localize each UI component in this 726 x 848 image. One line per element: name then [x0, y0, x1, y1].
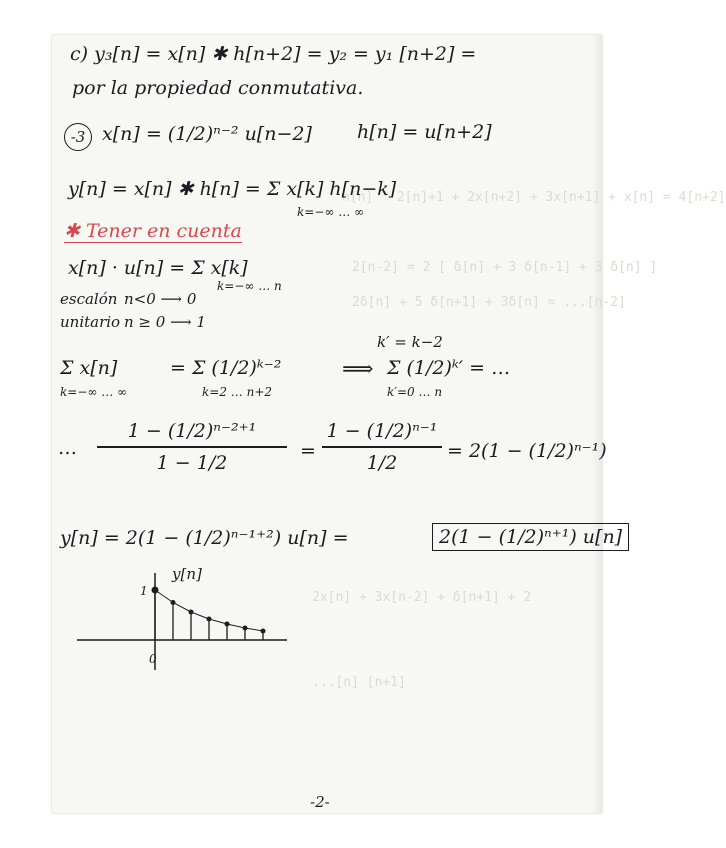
fraction-result: = 2(1 − (1/2)ⁿ⁻¹)	[447, 440, 607, 462]
step-case-negative: n<0 ⟶ 0	[124, 290, 197, 308]
equals-sign: =	[300, 440, 316, 462]
plot-x-tick-label: 0	[149, 652, 157, 666]
index-substitution: k′ = k−2	[377, 333, 443, 351]
escalon-label: escalón	[60, 290, 118, 308]
sum-rhs-limits: k′=0 … n	[387, 385, 443, 399]
fraction-1-denominator: 1 − 1/2	[156, 452, 228, 474]
sequence-plot	[72, 565, 292, 675]
final-result-expression: y[n] = 2(1 − (1/2)ⁿ⁻¹⁺²) u[n] =	[60, 527, 349, 549]
accumulation-identity: x[n] · u[n] = Σ x[k]	[68, 257, 248, 279]
fraction-2-numerator: 1 − (1/2)ⁿ⁻¹	[326, 420, 438, 442]
final-result-boxed: 2(1 − (1/2)ⁿ⁺¹) u[n]	[432, 523, 629, 551]
geometric-fraction-2	[322, 420, 442, 474]
page-number: -2-	[310, 793, 330, 811]
page-edge-shadow	[592, 35, 602, 813]
continuation-ellipsis: …	[58, 437, 77, 459]
plot-stems	[152, 587, 266, 641]
tener-en-cuenta-heading: ✱ Tener en cuenta	[64, 220, 242, 242]
fraction-bar	[97, 446, 287, 448]
step-case-nonnegative: n ≥ 0 ⟶ 1	[124, 313, 206, 331]
bleed-through-text: 2[n-2] = 2 [ δ[n] + 3 δ[n-1] + 3 δ[n] ]	[352, 260, 658, 275]
ex3-h-definition: h[n] = u[n+2]	[357, 121, 492, 143]
fraction-bar	[322, 446, 442, 448]
sum-rhs: Σ (1/2)ᵏ′ = …	[387, 357, 511, 379]
line-c-equation: c) y₃[n] = x[n] ✱ h[n+2] = y₂ = y₁ [n+2] =	[70, 43, 477, 65]
geometric-fraction-1	[97, 420, 287, 474]
ex3-x-definition: x[n] = (1/2)ⁿ⁻² u[n−2]	[102, 123, 312, 145]
bleed-through-text: n[n] * 2[n]+1 + 2x[n+2] + 3x[n+1] + x[n] = 4[n+2]	[342, 190, 726, 205]
plot-y-tick-label: 1	[140, 584, 148, 598]
commutative-note: por la propiedad conmutativa.	[72, 77, 364, 99]
plot-title: y[n]	[172, 565, 202, 583]
notebook-page	[52, 35, 726, 813]
convolution-limits: k=−∞ … ∞	[297, 205, 365, 219]
bleed-through-text: 2δ[n] + 5 δ[n+1] + 3δ[n] = ...[n-2]	[352, 295, 626, 310]
fraction-2-denominator: 1/2	[366, 452, 398, 474]
accumulation-limits: k=−∞ … n	[217, 279, 282, 293]
sum-lhs-limits: k=−∞ … ∞	[60, 385, 128, 399]
sum-middle: = Σ (1/2)ᵏ⁻²	[170, 357, 282, 379]
fraction-1-numerator: 1 − (1/2)ⁿ⁻²⁺¹	[127, 420, 257, 442]
sum-lhs: Σ x[n]	[60, 357, 118, 379]
bleed-through-text: ...[n] [n+1]	[312, 675, 406, 690]
exercise-number-marker: -3	[64, 123, 92, 151]
convolution-definition: y[n] = x[n] ✱ h[n] = Σ x[k] h[n−k]	[68, 178, 397, 200]
implies-arrow: ⟹	[342, 357, 374, 382]
sum-middle-limits: k=2 … n+2	[202, 385, 273, 399]
unitario-label: unitario	[60, 313, 121, 331]
bleed-through-text: 2x[n] + 3x[n-2] + δ[n+1] + 2	[312, 590, 532, 605]
